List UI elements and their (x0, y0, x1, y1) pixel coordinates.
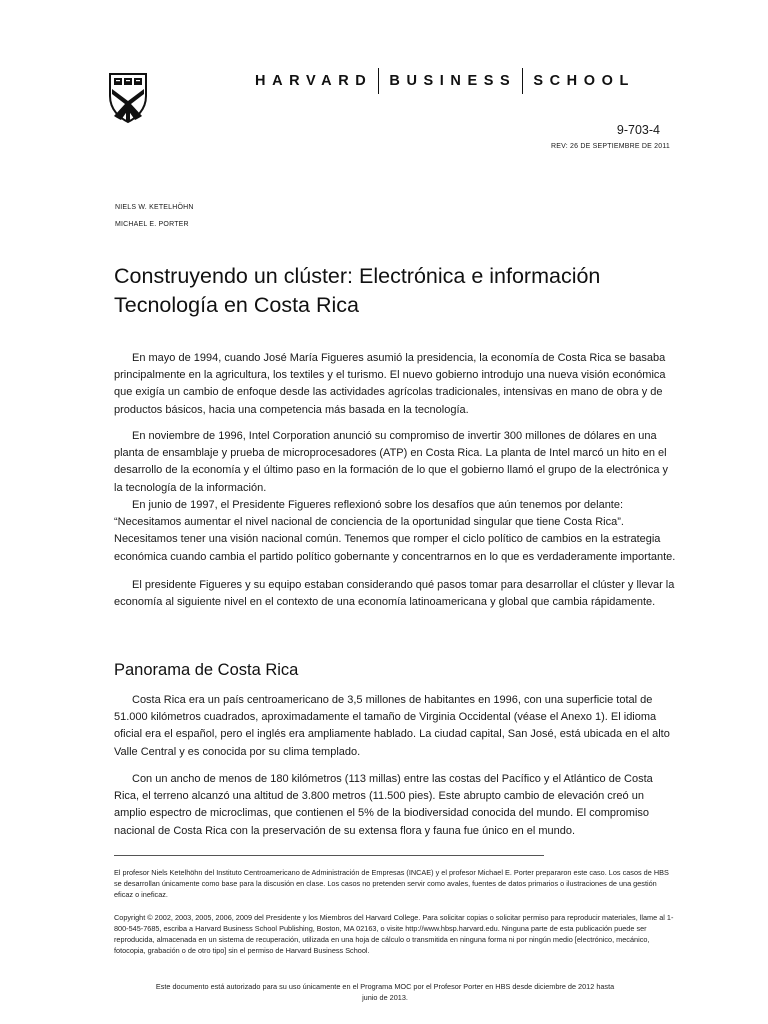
paragraph-text: En noviembre de 1996, Intel Corporation anunció su compromiso de invertir 300 millones de dólares en una planta de ensamblaje y prueba de microprocesadores (ATP) en Costa Rica. La planta de Intel marcó un hito en el desarrollo de la economía y el último paso en la formación de lo que el gobierno llamó el grupo de la electrónica y la tecnología de la información. (114, 430, 668, 494)
author-name: MICHAEL E. PORTER (115, 221, 189, 228)
paragraph-text: Con un ancho de menos de 180 kilómetros (113 millas) entre las costas del Pacífico y el Atlántico de Costa Rica, el terreno alcanzó una altitud de 3.800 metros (11.500 pies). Este abrupto cambio de elevación creó un amplio espectro de microclimas, que contienen el 5% de la biodiversidad conocida del mundo. El compromiso nacional de Costa Rica con la preservación de su extensa flora y fauna fue único en el mundo. (114, 773, 653, 837)
brand-separator (522, 68, 523, 94)
brand-word-school: SCHOOL (533, 73, 635, 89)
copyright-notice (114, 912, 674, 956)
footnote-divider (114, 855, 544, 856)
case-title-line: Tecnología en Costa Rica (114, 293, 360, 317)
license-notice (130, 981, 640, 1003)
case-title (114, 262, 674, 320)
brand-word-business: BUSINESS (389, 73, 517, 89)
brand-separator (378, 68, 379, 94)
paragraph-text: En mayo de 1994, cuando José María Figueres asumió la presidencia, la economía de Costa Rica se basaba principalmente en la agricultura, los textiles y el turismo. El nuevo gobierno introdujo una nueva visión económica que exigía un cambio de enfoque desde las actividades agrícolas tradicionales, intensivas en mano de obra y de productos básicos, hacia una competencia más basada en la tecnología. (114, 352, 666, 416)
revision-date: REV: 26 DE SEPTIEMBRE DE 2011 (550, 143, 670, 150)
author-name: NIELS W. KETELHÖHN (115, 204, 194, 211)
paragraph-text: En junio de 1997, el Presidente Figueres reflexionó sobre los desafíos que aún tenemos por delante: “Necesitamos aumentar el nivel nacional de conciencia de la oportunidad singular que tiene Costa Rica”. Necesitamos tener una visión nacional común. Tenemos que romper el ciclo político de cambios en la estrategia económica cuando cambia el partido político gobernante y concentrarnos en lo que es verdaderamente importante. (114, 499, 676, 563)
harvard-shield-icon (108, 72, 148, 124)
license-text: junio de 2013. (362, 993, 408, 1002)
body-paragraph (114, 350, 676, 419)
document-number: 9-703-4 (616, 123, 660, 137)
body-paragraph (114, 692, 676, 761)
brand-word-harvard: HARVARD (255, 73, 373, 89)
paragraph-text: Costa Rica era un país centroamericano de 3,5 millones de habitantes en 1996, con una superficie total de 51.000 kilómetros cuadrados, aproximadamente el tamaño de Virginia Occidental (véase el Anexo 1). El idioma oficial era el español, pero el inglés era ampliamente hablado. La ciudad capital, San José, está ubicada en el alto Valle Central y es conocida por su clima templado. (114, 694, 670, 758)
brand-wordmark (255, 68, 685, 94)
body-paragraph (114, 497, 676, 566)
footnote-text: El profesor Niels Ketelhöhn del Instituto Centroamericano de Administración de Empresas (INCAE) y el profesor Michael E. Porter prepararon este caso. Los casos de HBS se desarrollan únicamente como base para la discusión en clase. Los casos no pretenden servir como avales, fuentes de datos primarios o ilustraciones de una gestión eficaz o ineficaz. (114, 868, 669, 899)
case-title-line: Construyendo un clúster: Electrónica e información (114, 264, 601, 288)
paragraph-text: El presidente Figueres y su equipo estaban considerando qué pasos tomar para desarrollar el clúster y llevar la economía al siguiente nivel en el contexto de una economía latinoamericana y global que cambia rápidamente. (114, 579, 675, 609)
license-text: Este documento está autorizado para su uso únicamente en el Programa MOC por el Profesor Porter en HBS desde diciembre de 2012 hasta (155, 982, 615, 991)
footnote-text: Copyright © 2002, 2003, 2005, 2006, 2009 del Presidente y los Miembros del Harvard College. Para solicitar copias o solicitar permiso para reproducir materiales, llame al 1-800-545-7685, escriba a Harvard Business School Publishing, Boston, MA 02163, o visite http://www.hbsp.harvard.edu. Ninguna parte de esta publicación puede ser reproducida, almacenada en un sistema de recuperación, utilizada en una hoja de cálculo o transmitida en ninguna forma ni por ningún medio [electrónico, mecánico, fotocopia, grabación o de otro tipo] sin el permiso de Harvard Business School. (114, 913, 674, 955)
body-paragraph (114, 428, 676, 497)
body-paragraph (114, 771, 676, 840)
section-heading: Panorama de Costa Rica (114, 661, 299, 679)
body-paragraph (114, 577, 676, 611)
footnote (114, 867, 674, 900)
